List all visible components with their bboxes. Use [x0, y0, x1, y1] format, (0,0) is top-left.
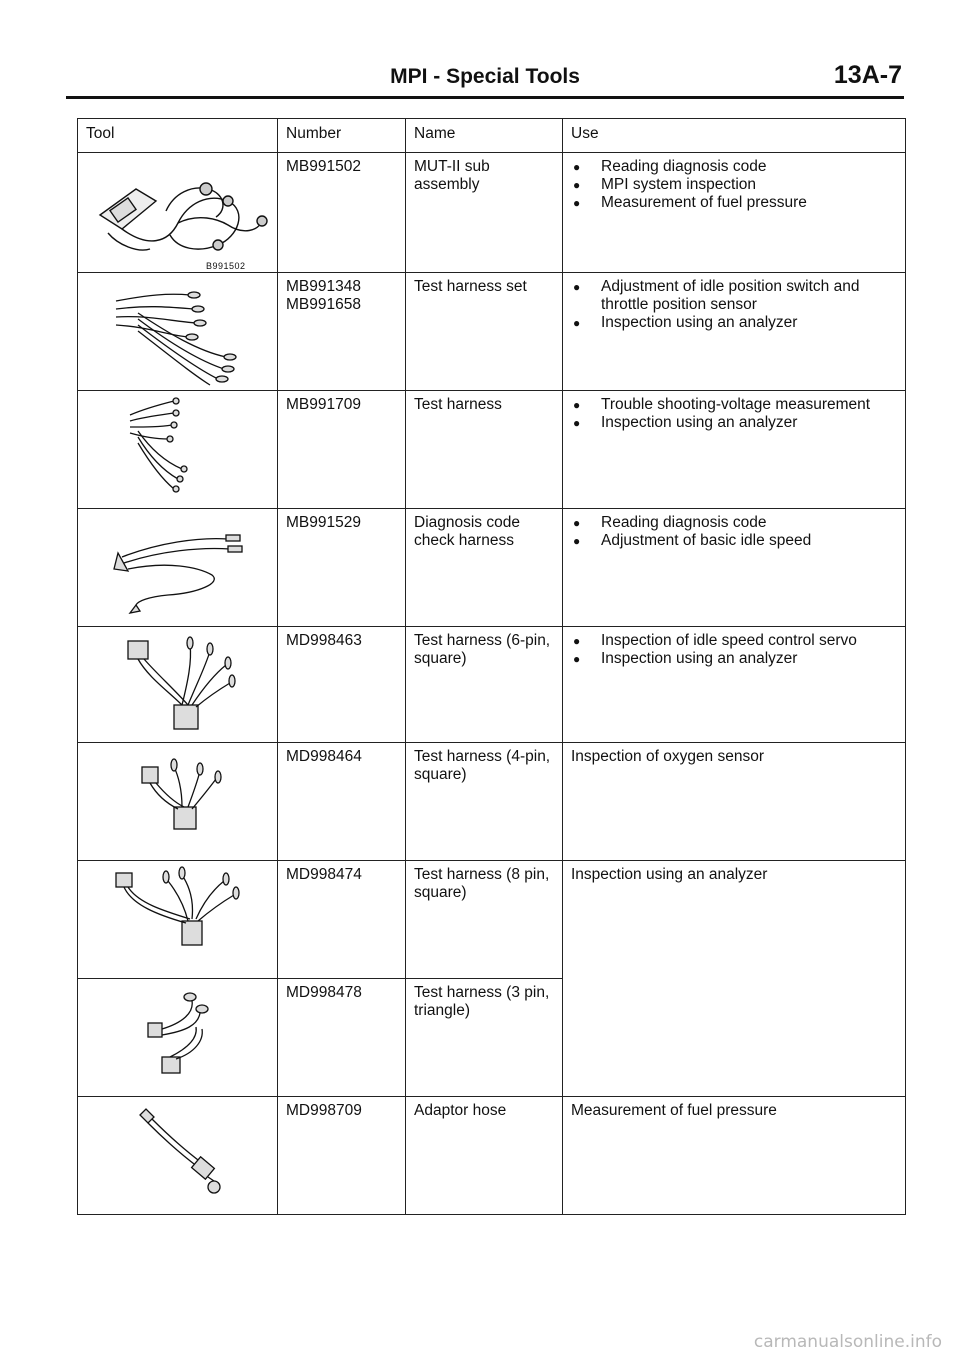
use-item: ● Reading diagnosis code [571, 514, 899, 532]
tool-name: Test harness (8 pin, square) [406, 861, 563, 979]
test-harness-8-pin-icon [78, 861, 278, 979]
column-header-name: Name [406, 119, 563, 153]
tool-number: MB991348 MB991658 [278, 273, 406, 391]
tool-image-cell [78, 861, 278, 979]
use-item: ● MPI system inspection [571, 176, 899, 194]
tool-name: Test harness (6-pin, square) [406, 627, 563, 743]
mut-ii-sub-assembly-icon [78, 153, 278, 273]
tool-name: Diagnosis code check harness [406, 509, 563, 627]
tool-image-cell [78, 979, 278, 1097]
tool-number: MD998464 [278, 743, 406, 861]
tool-image-cell [78, 509, 278, 627]
tool-number: MB991502 [278, 153, 406, 273]
use-item: ● Inspection using an analyzer [571, 650, 899, 668]
use-item: ● Trouble shooting-voltage measurement [571, 396, 899, 414]
tool-number: MD998478 [278, 979, 406, 1097]
tool-image-cell [78, 273, 278, 391]
test-harness-icon [78, 391, 278, 509]
use-item: ● Adjustment of basic idle speed [571, 532, 899, 550]
tool-use: Measurement of fuel pressure [563, 1097, 906, 1215]
table-row [78, 861, 906, 979]
use-item: ● Inspection of idle speed control servo [571, 632, 899, 650]
use-item: ● Inspection using an analyzer [571, 314, 899, 332]
watermark: carmanualsonline.info [753, 1332, 942, 1352]
tool-name: Test harness (4-pin, square) [406, 743, 563, 861]
test-harness-set-icon [78, 273, 278, 391]
tool-number: MB991709 [278, 391, 406, 509]
tool-number: MD998709 [278, 1097, 406, 1215]
image-reference-tag: B991502 [206, 261, 246, 271]
tool-image-cell [78, 1097, 278, 1215]
page-title: MPI - Special Tools [390, 65, 580, 88]
table-row [78, 391, 906, 509]
column-header-tool: Tool [78, 119, 278, 153]
tool-use: Inspection of oxygen sensor [563, 743, 906, 861]
use-item: ● Adjustment of idle position switch and throttle position sensor [571, 278, 899, 314]
test-harness-4-pin-icon [78, 743, 278, 861]
table-row [78, 273, 906, 391]
tool-image-cell [78, 627, 278, 743]
use-item: ● Reading diagnosis code [571, 158, 899, 176]
column-header-use: Use [563, 119, 906, 153]
tool-name: Test harness set [406, 273, 563, 391]
table-row [78, 627, 906, 743]
test-harness-6-pin-icon [78, 627, 278, 743]
table-row [78, 743, 906, 861]
tool-use [563, 627, 906, 743]
table-row [78, 1097, 906, 1215]
tool-name: Test harness [406, 391, 563, 509]
tool-number: MB991529 [278, 509, 406, 627]
tool-use [563, 153, 906, 273]
tool-use [563, 273, 906, 391]
page-header [66, 56, 904, 99]
column-header-number: Number [278, 119, 406, 153]
tool-name: Adaptor hose [406, 1097, 563, 1215]
tool-use [563, 509, 906, 627]
tool-name: MUT-II sub assembly [406, 153, 563, 273]
use-item: ● Measurement of fuel pressure [571, 194, 899, 212]
special-tools-table [77, 118, 906, 1215]
tool-image-cell [78, 153, 278, 273]
adaptor-hose-icon [78, 1097, 278, 1215]
tool-number: MD998463 [278, 627, 406, 743]
tool-image-cell [78, 391, 278, 509]
use-item: ● Inspection using an analyzer [571, 414, 899, 432]
tool-number: MD998474 [278, 861, 406, 979]
test-harness-3-pin-icon [78, 979, 278, 1097]
table-row [78, 509, 906, 627]
page-number: 13A-7 [833, 61, 902, 89]
tool-name: Test harness (3 pin, triangle) [406, 979, 563, 1097]
tool-use [563, 391, 906, 509]
tool-use: Inspection using an analyzer [563, 861, 906, 1097]
tool-image-cell [78, 743, 278, 861]
table-row [78, 153, 906, 273]
diagnosis-code-check-harness-icon [78, 509, 278, 627]
table-header-row [78, 119, 906, 153]
